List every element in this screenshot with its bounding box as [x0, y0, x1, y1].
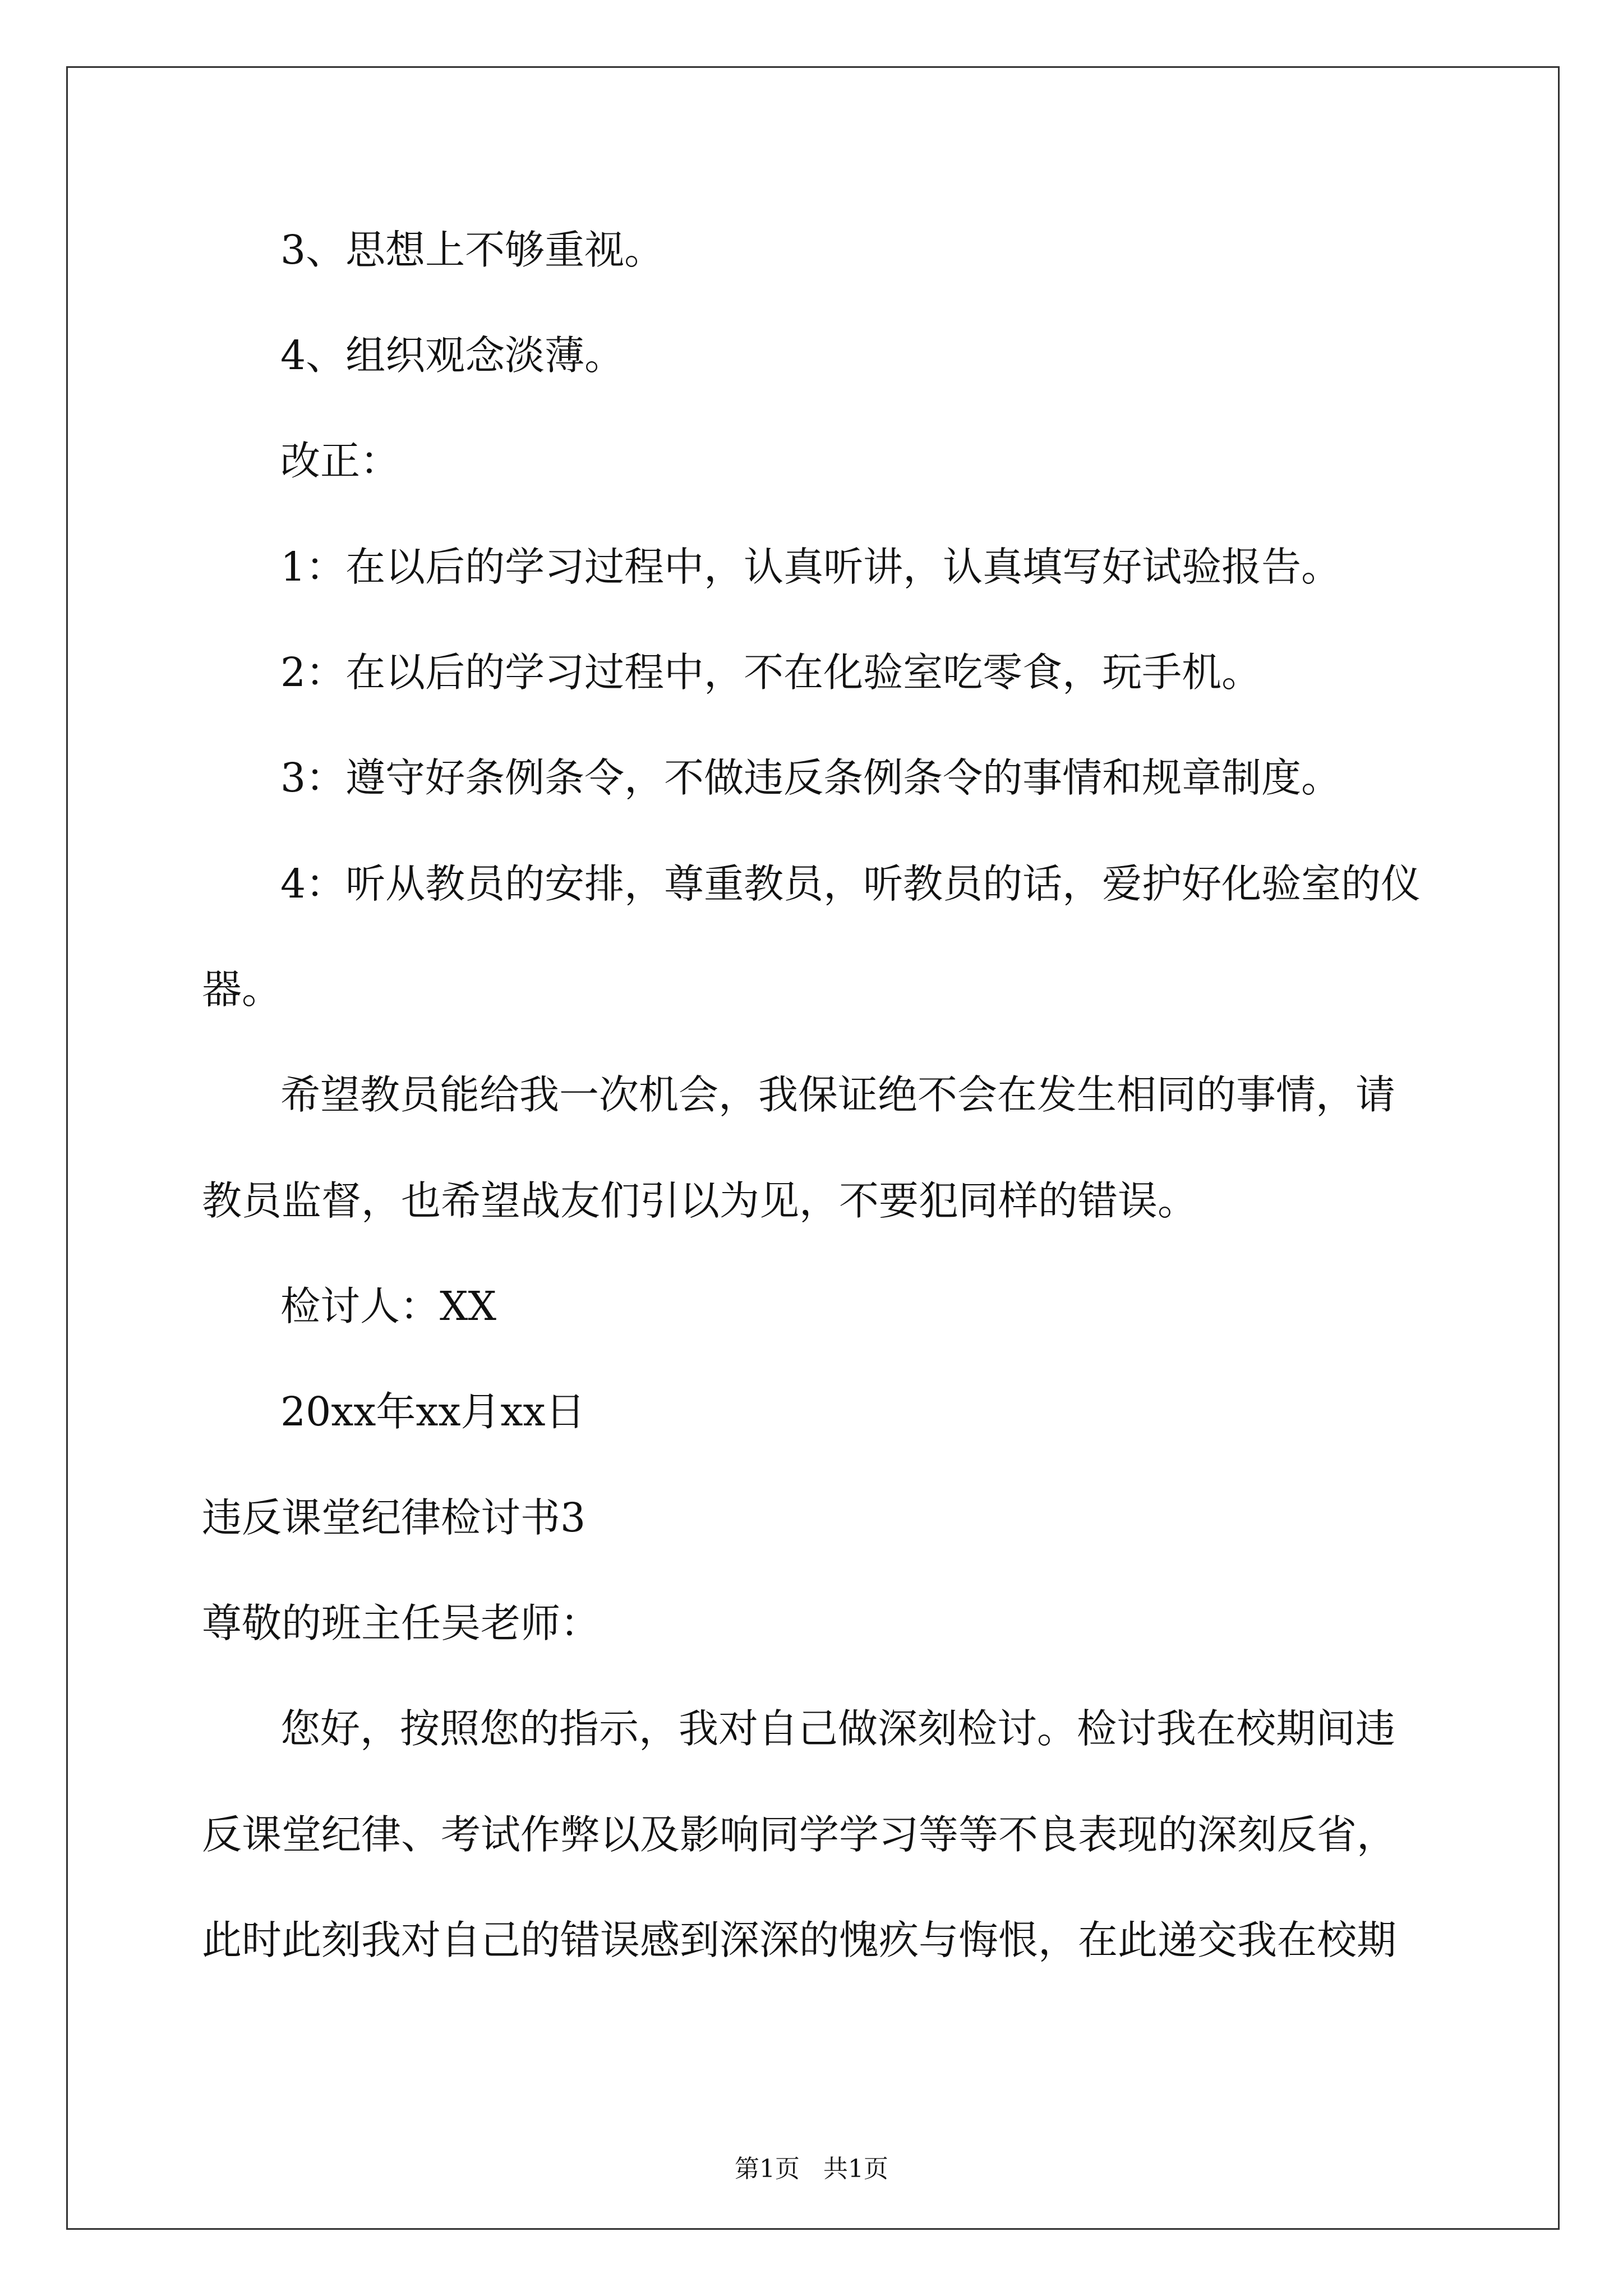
text-line: 教员监督，也希望战友们引以为见，不要犯同样的错误。 [202, 1177, 1198, 1224]
text-line: 您好，按照您的指示，我对自己做深刻检讨。检讨我在校期间违 [280, 1705, 1396, 1752]
text-line: 3、思想上不够重视。 [280, 227, 665, 273]
page-border [66, 66, 1560, 2230]
text-line: 检讨人：XX [280, 1283, 497, 1329]
text-line: 改正： [280, 438, 400, 484]
page-footer: 第1页 共1页 [735, 2155, 888, 2183]
text-line: 20xx年xx月xx日 [280, 1388, 585, 1435]
text-line: 希望教员能给我一次机会，我保证绝不会在发生相同的事情，请 [280, 1071, 1396, 1118]
text-line: 4：听从教员的安排，尊重教员，听教员的话，爱护好化验室的仪 [280, 861, 1421, 907]
text-line: 此时此刻我对自己的错误感到深深的愧疚与悔恨，在此递交我在校期 [202, 1917, 1397, 1963]
text-line: 3：遵守好条例条令，不做违反条例条令的事情和规章制度。 [280, 754, 1341, 801]
text-line: 1：在以后的学习过程中，认真听讲，认真填写好试验报告。 [280, 544, 1341, 590]
text-line: 器。 [202, 966, 282, 1013]
salutation: 尊敬的班主任吴老师： [202, 1600, 601, 1646]
text-line: 反课堂纪律、考试作弊以及影响同学学习等等不良表现的深刻反省， [202, 1811, 1397, 1858]
text-line: 4、组织观念淡薄。 [280, 332, 625, 379]
text-line: 2：在以后的学习过程中，不在化验室吃零食，玩手机。 [280, 649, 1262, 696]
section-heading: 违反课堂纪律检讨书3 [202, 1494, 586, 1541]
